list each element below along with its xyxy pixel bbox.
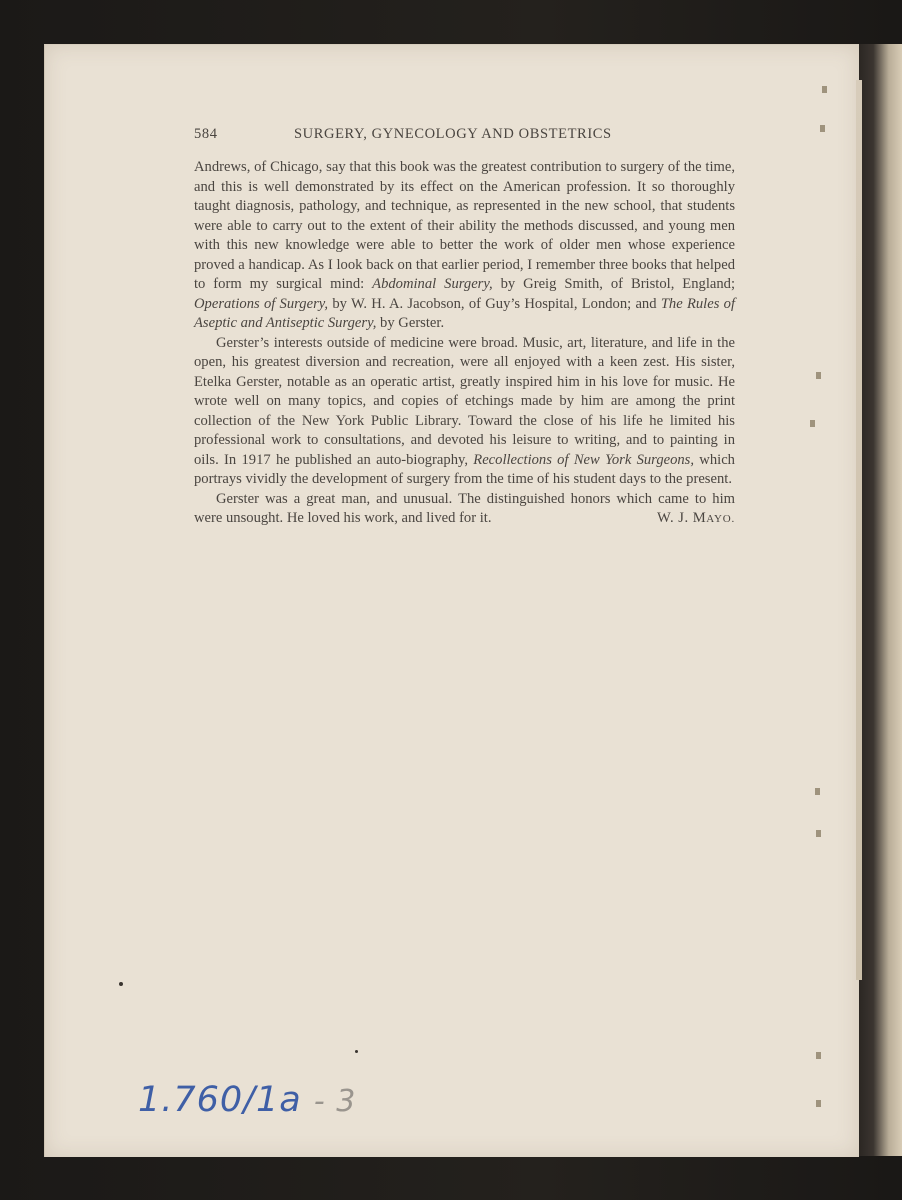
paper-speck [816, 1052, 821, 1059]
book-title-abdominal-surgery: Abdominal Surgery, [372, 276, 493, 292]
paragraph-1-text-4: by Gerster. [376, 315, 445, 331]
signature-smallcaps: AYO. [706, 513, 735, 525]
paper-speck [822, 86, 827, 93]
signature-initials: W. J. M [657, 510, 707, 526]
paragraph-1-text-2: by Greig Smith, of Bristol, England; [492, 276, 735, 292]
author-signature [635, 509, 735, 530]
paragraph-2 [194, 334, 735, 490]
catalog-number: 1.760/1a [138, 1080, 302, 1120]
article-body [194, 158, 735, 530]
paper-speck [815, 788, 820, 795]
paragraph-1 [194, 158, 735, 334]
paper-speck [816, 1100, 821, 1107]
scanner-edge [858, 44, 902, 1156]
paragraph-3-text: Gerster was a great man, and unusual. The distinguished honors which came to him were unsought. He loved his work, and lived for it. [194, 490, 735, 526]
running-title: SURGERY, GYNECOLOGY AND OBSTETRICS [294, 126, 612, 142]
paper-speck [820, 125, 825, 132]
ink-dot [355, 1050, 358, 1053]
paragraph-2-text: Gerster’s interests outside of medicine were broad. Music, art, literature, and life in the open, his greatest diversion and recreation, were all enjoyed with a keen zest. His sister, Etelka Gerster, notable as an operatic artist, greatly inspired him in his love for music. He wrote well on many topics, and copies of etchings made by him are among the print collection of the New York Public Library. Toward the close of his life he limited his professional work to consultations, and devoted his leisure to writing, and to painting in oils. In 1917 he published an auto-biography, [194, 334, 735, 468]
paper-speck [816, 372, 821, 379]
page-edge [856, 80, 862, 980]
catalog-suffix: - 3 [313, 1084, 357, 1119]
paper-speck [816, 830, 821, 837]
paragraph-2-text-2: which portrays vividly the development of surgery from the time of his student days to the present. [194, 451, 735, 487]
paragraph-3 [194, 490, 735, 529]
book-title-rules-of-aseptic-surgery: The Rules of Aseptic and Antiseptic Surgery, [194, 295, 736, 331]
page-number: 584 [194, 126, 218, 142]
ink-dot [119, 982, 123, 986]
book-title-recollections: Recollections of New York Surgeons, [473, 451, 695, 468]
paragraph-1-text-3: by W. H. A. Jacobson, of Guy’s Hospital, London; and [328, 295, 661, 312]
paper-speck [810, 420, 815, 427]
paragraph-1-text: Andrews, of Chicago, say that this book was the greatest contribution to surgery of the time, and this is well demonstrated by its effect on the American profession. It so thoroughly taught diagnosis, pathology, and technique, as represented in the new school, that students were able to carry out to the extent of their ability the methods discussed, and young men with this new knowledge were able to better the work of older men whose experience proved a handicap. As I look back on that earlier period, I remember three books that helped to form my surgical mind: [194, 159, 735, 292]
handwritten-catalog-number [138, 1080, 356, 1120]
book-title-operations-of-surgery: Operations of Surgery, [194, 295, 329, 312]
